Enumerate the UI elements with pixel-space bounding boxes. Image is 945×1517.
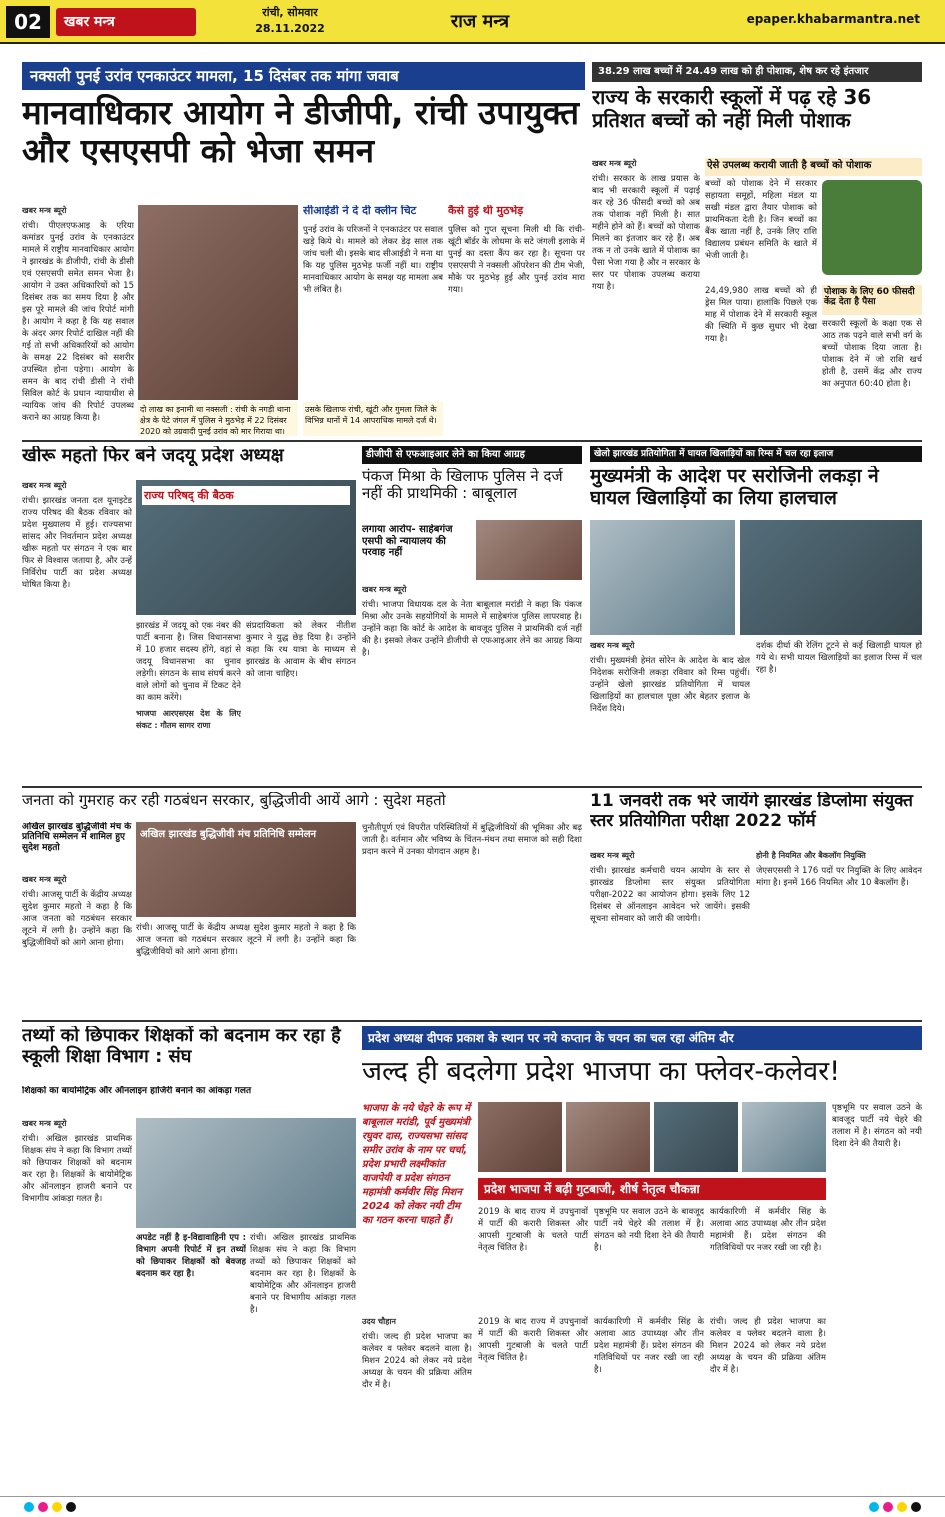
a2-kicker: 38.29 लाख बच्चों में 24.49 लाख को ही पोशाक, शेष कर रहे इंतजार (592, 62, 922, 82)
a1-body3: पुलिस को गुप्त सूचना मिली थी कि रांची-खूंटी बॉर्डर के लोधमा के सटे जंगली इलाके में पुनई का दस्ता कैंप कर रहा है। सूचना पर एसएसपी ने नक्सली ऑपरेशन की टीम भेजी, मौके पर मुठभेड़ हुई और पुनई उरांव मारा गया। (448, 225, 585, 295)
a2-stat: 24,49,980 लाख बच्चों को ही ड्रेस मिल पाया। हालांकि पिछले एक माह में पोशाक देने में सरकारी स्कूल की स्थिति में कुछ सुधार भी देखा गया है। (705, 286, 817, 344)
a3-body: खबर मन्त्र ब्यूरो रांची। झारखंड जनता दल यूनाइटेड राज्य परिषद की बैठक रविवार को प्रदेश मुख्यालय में हुई। राज्यसभा सांसद और निवर्तमान प्रदेश अध्यक्ष खीरू महतो पर संगठन ने एक बार फिर से विश्वास जताया है, और उन्हें निर्विरोध पार्टी का प्रदेश अध्यक्ष घोषित किया है। (22, 481, 132, 590)
a1-body2: पुनई उरांव के परिजनों ने एनकाउंटर पर सवाल खड़े किये थे। मामले को लेकर डेढ़ साल तक जांच चली थी। इसके बाद सीआईडी ने मना था कि यह पुलिस मुठभेड़ फर्जी नहीं था। राष्ट्रीय मानवाधिकार आयोग के समक्ष यह मामला अब भी लंबित है। (303, 225, 443, 295)
registration-dot (911, 1502, 921, 1512)
a8-body-cont: रांची। अखिल झारखंड प्राथमिक शिक्षक संघ ने कहा कि विभाग तथ्यों को छिपाकर शिक्षकों को बदनाम कर रहा है। शिक्षकों के बायोमेट्रिक और ऑनलाइन हाजरी बनाने पर विभागीय आंकड़ा गलत है। (250, 1233, 356, 1315)
a1-sub2: कैसे हुई थी मुठभेड़ (448, 205, 524, 217)
a4-photo (476, 520, 582, 580)
a4-headline[interactable]: पंकज मिश्रा के खिलाफ पुलिस ने दर्ज नहीं की प्राथमिकी : बाबूलाल (362, 468, 563, 503)
a7-body: खबर मन्त्र ब्यूरो रांची। झारखंड कर्मचारी चयन आयोग के स्तर से झारखंड डिप्लोमा स्तर संयुक्त प्रतियोगिता परीक्षा-2022 का आयोजन होगा। इसके लिए 12 दिसंबर से ऑनलाइन आवेदन भरे जायेंगे। इसकी सूचना सोमवार को जारी की जायेगी। (590, 851, 750, 924)
a5-kicker: खेलो झारखंड प्रतियोगिता में घायल खिलाड़ियों का रिम्स में चल रहा इलाज (590, 446, 922, 462)
registration-dot (897, 1502, 907, 1512)
brand-logo: खबर मन्त्र (56, 8, 196, 36)
a9-body4: पृष्ठभूमि पर सवाल उठने के बावजूद पार्टी नये चेहरे की तलाश में है। संगठन को नयी दिशा देने की तैयारी है। (832, 1103, 922, 1149)
print-color-bar (0, 1496, 945, 1517)
a6-body2: चुनौतीपूर्ण एवं विपरीत परिस्थितियों में बुद्धिजीवियों की भूमिका और बढ़ जाती है। वर्तमान और भविष्य के चिंतन-मंथन तथा समाज को सही दिशा प्रदान करने में उनका योगदान अहम है। (362, 823, 582, 857)
divider (22, 786, 922, 788)
a6-body-cont: रांची। आजसू पार्टी के केंद्रीय अध्यक्ष सुदेश कुमार महतो ने कहा है कि आज जनता को गठबंधन सरकार लूटने में लगी है। उन्होंने कहा कि बुद्धिजीवियों को आगे आना होगा। (136, 923, 356, 957)
a8-photo (136, 1118, 356, 1228)
page-number: 02 (6, 6, 50, 38)
a2-box-title: ऐसे उपलब्ध करायी जाती है बच्चों को पोशाक (705, 158, 922, 176)
a8-body: खबर मन्त्र ब्यूरो रांची। अखिल झारखंड प्राथमिक शिक्षक संघ ने कहा कि विभाग तथ्यों को छिपाकर शिक्षकों को बदनाम कर रहा है। शिक्षकों के बायोमेट्रिक और ऑनलाइन हाजरी बनाने पर विभागीय आंकड़ा गलत है। (22, 1119, 132, 1204)
registration-dot (883, 1502, 893, 1512)
a5-body2: दर्शक दीर्घा की रेलिंग टूटने से कई खिलाड़ी घायल हो गये थे। सभी घायल खिलाड़ियों का इलाज रिम्स में चल रहा है। (756, 641, 922, 675)
a8-sub: शिक्षकों का बायोमेट्रिक और ऑनलाइन हाजिरी बनाने का आंकड़ा गलत (22, 1086, 252, 1096)
a9-body-cont: 2019 के बाद राज्य में उपचुनावों में पार्टी की करारी शिकस्त और आपसी गुटबाजी के चलते पार्टी नेतृत्व चिंतित है। (478, 1317, 588, 1363)
a2-headline[interactable]: राज्य के सरकारी स्कूलों में पढ़ रहे 36 प्रतिशत बच्चों को नहीं मिली पोशाक (592, 86, 872, 132)
leader-photo-4 (742, 1102, 826, 1172)
leader-photo-2 (566, 1102, 650, 1172)
section-title: राज मन्त्र (450, 11, 510, 32)
registration-dot (38, 1502, 48, 1512)
a3-body3: संप्रदायिकता को लेकर नीतीश कुमार ने युद्ध छेड़ दिया है। उन्होंने कहा कि रथ यात्रा के माध्यम से झारखंड के आवाम के बीच संगठन को जाना चाहिए। (246, 621, 356, 679)
a9-body2: 2019 के बाद राज्य में उपचुनावों में पार्टी की करारी शिकस्त और आपसी गुटबाजी के चलते पार्टी नेतृत्व चिंतित है। (478, 1207, 588, 1253)
school-uniform-icon (822, 180, 922, 275)
a5-body: खबर मन्त्र ब्यूरो रांची। मुख्यमंत्री हेमंत सोरेन के आदेश के बाद खेल निदेशक सरोजिनी लकड़ा रविवार को रिम्स पहुंचीं। उन्होंने खेलो झारखंड प्रतियोगिता में घायल खिलाड़ियों का हालचाल पूछा और बेहतर इलाज के निर्देश दिये। (590, 641, 750, 714)
a7-body2: होनी है नियमित और बैकलॉग नियुक्ति जेएसएससी ने 176 पदों पर नियुक्ति के लिए आवेदन मांगा है। इनमें 166 नियमित और 10 बैकलॉग हैं। (756, 851, 922, 888)
a6-photo: अखिल झारखंड बुद्धिजीवी मंच प्रतिनिधि सम्मेलन (136, 822, 356, 917)
a1-body: खबर मन्त्र ब्यूरो रांची। पीएलएफआइ के एरिया कमांडर पुनई उरांव के एनकाउंटर मामले में राष्ट्रीय मानवाधिकार आयोग ने झारखंड के डीजीपी, रांची के डीसी एवं एसएसपी समेत समन भेजा है। आयोग ने उक्त अधिकारियों को 15 दिसंबर तक का समय दिया है और इस पूरे मामले की जांच रिपोर्ट मांगी है। आयोग ने कहा है कि यह सवाल के अंदर अगर रिपोर्ट दाखिल नहीं की गई तो सभी अधिकारियों को आयोग के समक्ष 22 दिसंबर को सशरीर उपस्थित होना पड़ेगा। आयोग के समन के बाद रांची डीसी ने रांची सिविल कोर्ट के प्रधान न्यायाधीश से न्यायिक जांच की रिपोर्ट उपलब्ध कराने का आग्रह किया है। (22, 206, 134, 423)
a4-sub: लगाया आरोप- साहेबगंज एसपी को न्यायालय की परवाह नहीं (362, 524, 453, 558)
a3-headline[interactable]: खीरू महतो फिर बने जदयू प्रदेश अध्यक्ष (22, 446, 284, 466)
a6-body: खबर मन्त्र ब्यूरो रांची। आजसू पार्टी के केंद्रीय अध्यक्ष सुदेश कुमार महतो ने कहा है कि आज जनता को गठबंधन सरकार लूटने में लगी है। उन्होंने कहा कि बुद्धिजीवियों को आगे आना होगा। (22, 875, 132, 948)
a9-body2b: पृष्ठभूमि पर सवाल उठने के बावजूद पार्टी नये चेहरे की तलाश में है। संगठन को नयी दिशा देने की तैयारी है। (594, 1207, 704, 1253)
registration-dot (869, 1502, 879, 1512)
divider (22, 1020, 922, 1022)
a6-sub: अखिल झारखंड बुद्धिजीवी मंच के प्रतिनिधि सम्मेलन में शामिल हुए सुदेश महतो (22, 822, 132, 853)
a2-box2-body: सरकारी स्कूलों के कक्षा एक से आठ तक पढ़ने वाले सभी वर्ग के बच्चों पोशाक दिया जाता है। पोशाक देने में जो राशि खर्च होती है, उसमें केंद्र और राज्य का अनुपात 60:40 होता है। (822, 319, 922, 389)
a1-caption2: उसके खिलाफ रांची, खूंटी और गुमला जिले के विभिन्न थानों में 14 आपराधिक मामले दर्ज थे। (303, 402, 443, 436)
a2-box-body: बच्चों को पोशाक देने में सरकार सहायता समूहों, महिला मंडल या सखी मंडल द्वारा तैयार पोशाक को प्राथमिकता देती है। जिन बच्चों का बैंक खाता नहीं है, उनके लिए राशि विद्यालय प्रबंधन समिति के खाते में भेजी जाती है। (705, 179, 817, 261)
a9-banner: प्रदेश भाजपा में बढ़ी गुटबाजी, शीर्ष नेतृत्व चौकन्ना (478, 1178, 826, 1200)
a9-kicker: प्रदेश अध्यक्ष दीपक प्रकाश के स्थान पर नये कप्तान के चयन का चल रहा अंतिम दौर (362, 1026, 922, 1050)
a6-headline[interactable]: जनता को गुमराह कर रही गठबंधन सरकार, बुद्धिजीवी आयें आगे : सुदेश महतो (22, 792, 446, 809)
a2-box2-title: पोशाक के लिए 60 फीसदी केंद्र देता है पैसा (822, 285, 922, 315)
a5-headline[interactable]: मुख्यमंत्री के आदेश पर सरोजिनी लकड़ा ने घायल खिलाड़ियों का लिया हालचाल (590, 466, 879, 509)
a9-body-cont3: रांची। जल्द ही प्रदेश भाजपा का कलेवर व फ्लेवर बदलने वाला है। मिशन 2024 को लेकर नये प्रदेश अध्यक्ष के चयन की प्रक्रिया अंतिम दौर में है। (710, 1317, 826, 1375)
registration-dot (52, 1502, 62, 1512)
a9-body-cont2: कार्यकारिणी में कर्मवीर सिंह के अलावा आठ उपाध्यक्ष और तीन प्रदेश महामंत्री हैं। प्रदेश संगठन की गतिविधियों पर नजर रखी जा रही है। (594, 1317, 704, 1375)
a9-body: उदय चौहान रांची। जल्द ही प्रदेश भाजपा का कलेवर व फ्लेवर बदलने वाला है। मिशन 2024 को लेकर नये प्रदेश अध्यक्ष के चयन की प्रक्रिया अंतिम दौर में है। (362, 1317, 472, 1390)
leader-photo-1 (478, 1102, 562, 1172)
registration-dot (24, 1502, 34, 1512)
a1-caption: दो लाख का इनामी था नक्सली : रांची के नगड़ी थाना क्षेत्र के पेटे जंगल में पुलिस ने मुठभेड़ में 22 दिसंबर 2020 को उग्रवादी पुनई उरांव को मार गिराया था। (138, 402, 298, 436)
epaper-link[interactable]: epaper.khabarmantra.net (746, 12, 920, 26)
a1-headline[interactable]: मानवाधिकार आयोग ने डीजीपी, रांची उपायुक्त और एसएसपी को भेजा समन (22, 94, 580, 170)
a9-body3: कार्यकारिणी में कर्मवीर सिंह के अलावा आठ उपाध्यक्ष और तीन प्रदेश महामंत्री हैं। प्रदेश संगठन की गतिविधियों पर नजर रखी जा रही है। (710, 1207, 826, 1253)
a5-photo-2 (740, 520, 922, 635)
a9-quote: भाजपा के नये चेहरे के रूप में बाबूलाल मरांडी, पूर्व मुख्यमंत्री रघुवर दास, राज्यसभा सांसद समीर उरांव के नाम पर चर्चा, प्रदेश प्रभारी लक्ष्मीकांत वाजपेयी व प्रदेश संगठन महामंत्री कर्मवीर सिंह मिशन 2024 को लेकर नयी टीम का गठन करना चाहते हैं। (362, 1103, 471, 1226)
divider (22, 440, 922, 442)
leader-photo-3 (654, 1102, 738, 1172)
a5-photo-1 (590, 520, 735, 635)
registration-dot (66, 1502, 76, 1512)
a9-headline[interactable]: जल्द ही बदलेगा प्रदेश भाजपा का फ्लेवर-कलेवर! (362, 1056, 841, 1087)
masthead (0, 0, 945, 44)
a1-sub1: सीआईडी ने दे दी क्लीन चिट (303, 205, 417, 217)
a7-headline[interactable]: 11 जनवरी तक भरे जायेंगे झारखंड डिप्लोमा संयुक्त स्तर प्रतियोगिता परीक्षा 2022 फॉर्म (590, 792, 913, 831)
a3-photo: राज्य परिषद् की बैठक (136, 480, 356, 615)
a4-body: खबर मन्त्र ब्यूरो रांची। भाजपा विधायक दल के नेता बाबूलाल मरांडी ने कहा कि पंकज मिश्रा और उनके सहयोगियों के मामले में साहेबगंज पुलिस लापरवाह है। उन्होंने कहा कि कोर्ट के आदेश के बावजूद पुलिस ने प्राथमिकी दर्ज नहीं की है। इसको लेकर उन्होंने डीजीपी से एफआइआर लेने का आग्रह किया है। (362, 585, 582, 658)
a8-headline[interactable]: तथ्यों को छिपाकर शिक्षकों को बदनाम कर रहा है स्कूली शिक्षा विभाग : संघ (22, 1026, 341, 1067)
a4-kicker: डीजीपी से एफआइआर लेने का किया आग्रह (362, 446, 582, 464)
a2-body: खबर मन्त्र ब्यूरो रांची। सरकार के लाख प्रयास के बाद भी सरकारी स्कूलों में पढ़ाई कर रहे 36 फीसदी बच्चों को अब तक पोशाक नहीं मिली है। सात महीने होने को हैं। बच्चों को पोशाक मिलने का इंतजार कर रहे हैं। अब तक न तो उनके खाते में पोशाक का पैसा भेजा गया है और न सरकार के स्तर पर पोशाक उपलब्ध कराया गया है। (592, 159, 700, 292)
a1-kicker: नक्सली पुनई उरांव एनकाउंटर मामला, 15 दिसंबर तक मांगा जवाब (22, 62, 585, 90)
dateline: रांची, सोमवार 28.11.2022 (255, 6, 325, 35)
a8-box: अपडेट नहीं है इ-विद्यावाहिनी एप : विभाग अपनी रिपोर्ट में इन तथ्यों को छिपाकर शिक्षकों को बेवजह बदनाम कर रहा है। (136, 1233, 246, 1279)
a1-photo (138, 205, 298, 400)
a3-body2: झारखंड में जदयू को एक नंबर की पार्टी बनाना है। जिस विधानसभा में 10 हजार सदस्य होंगे, वहां से जदयू विधानसभा का चुनाव लड़ेगी। संगठन के साथ संघर्ष करने वाले लोगों को चुनाव में टिकट देने का काम करेंगे। भाजपा आरएसएस देश के लिए संकट : गौतम सागर राणा (136, 621, 241, 730)
